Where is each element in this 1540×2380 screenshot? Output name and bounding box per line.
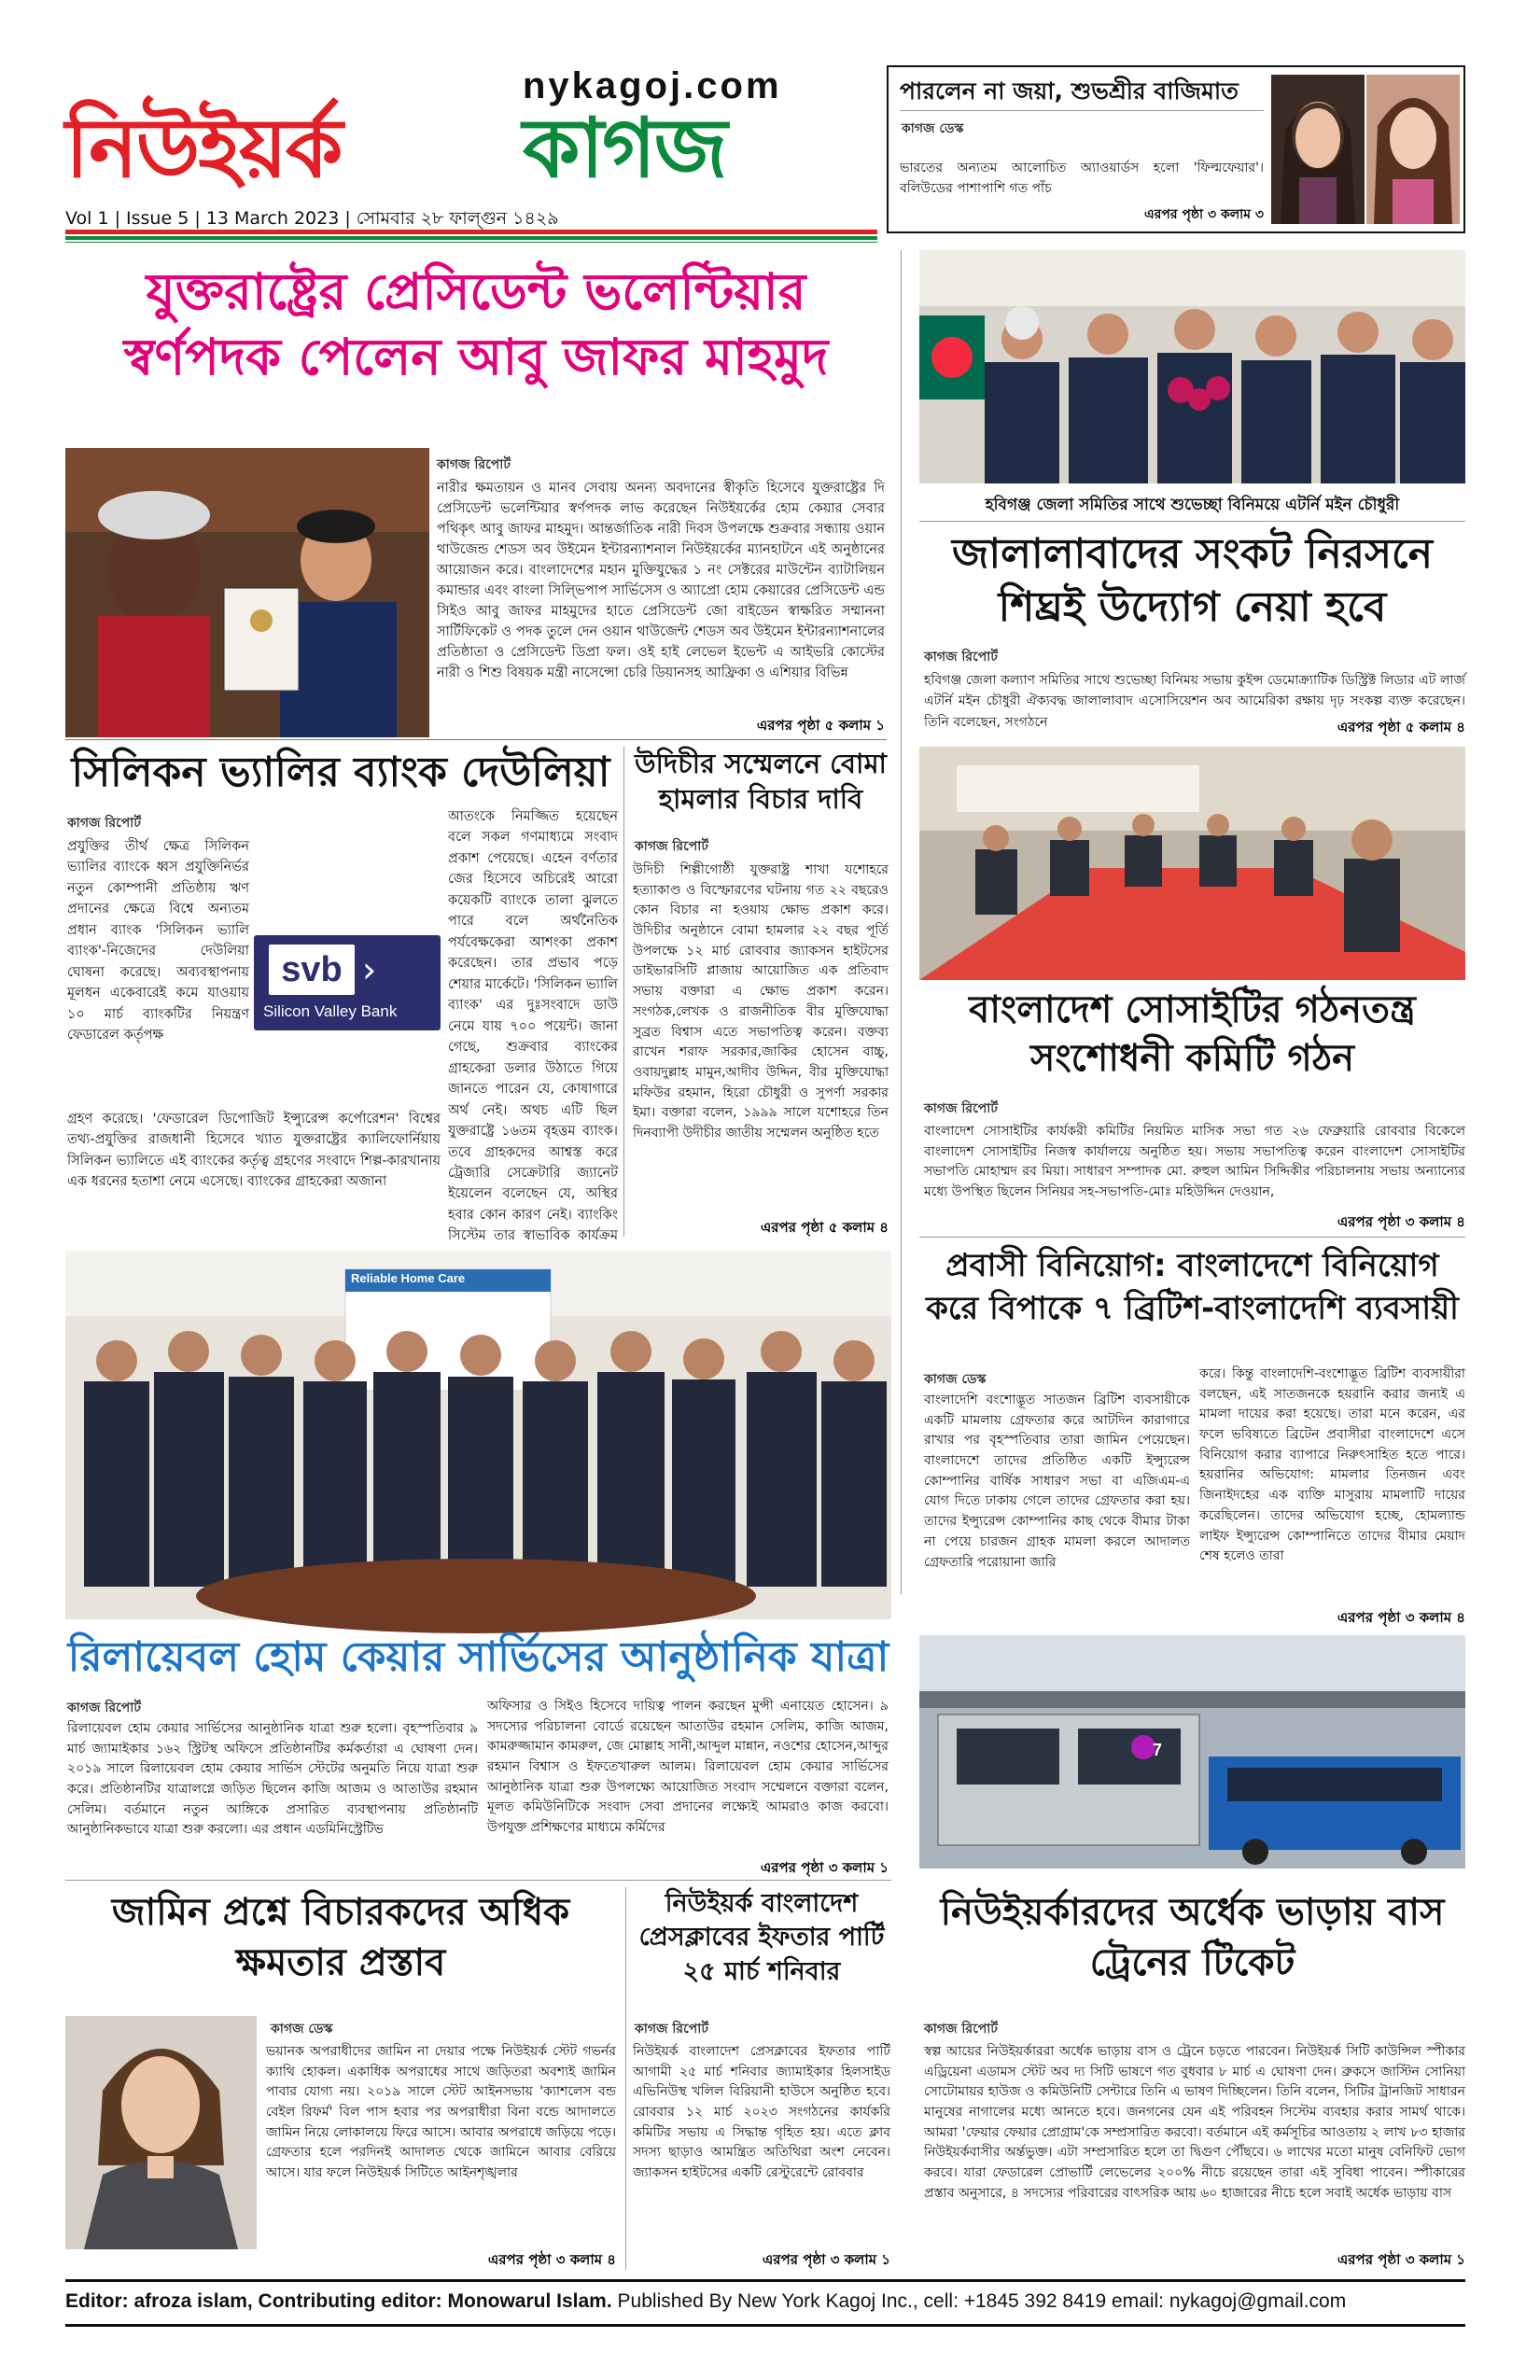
jalalabad-body: হবিগঞ্জ জেলা কল্যাণ সমিতির সাথে শুভেচ্ছা বিনিময় সভায় কুইন্স ডেমোক্র্যাটিক ডিস্ট্রিক্ট লিডার এট লার্জ এটর্নি মইন চৌধুরী ঐক্যবদ্ধ জালালাবাদ এসোসিয়েশন অব আমেরিকা রক্ষায় দৃঢ় সংকল্প ব্যক্ত করেছেন। তিনি বলেছেন, সংগঠনে bbox=[924, 673, 1465, 730]
svb-col1b: গ্রহণ করেছে। 'ফেডারেল ডিপোজিট ইন্স্যুরেন্স কর্পোরেশন' বিশ্বের তথ্য-প্রযুক্তির রাজধানী হিসেবে খ্যাত যুক্তরাষ্ট্রের ক্যালিফোর্নিয়ায় সিলিকন ভ্যালিতে এই ব্যাংকের কর্তৃত্ব গ্রহণের সংবাদে শিল্প-কারখানায় এক ধরনের হতাশা নেমে এসেছে। ব্যাংকের গ্রাহকেরা অজানা bbox=[67, 1112, 441, 1190]
iftar-jump[interactable]: এরপর পৃষ্ঠা ৩ কলাম ১ bbox=[762, 2251, 890, 2268]
teaser-body: ভারতের অন্যতম আলোচিত অ্যাওয়ার্ডস হলো 'ফিল্মফেয়ার'। বলিউডের পাশাপাশি গত পাঁচ bbox=[900, 161, 1264, 196]
bail-jump[interactable]: এরপর পৃষ্ঠা ৩ কলাম ৪ bbox=[487, 2251, 616, 2268]
jalalabad-headline[interactable]: জালালাবাদের সংকট নিরসনে শিঘ্রই উদ্যোগ নেয়া হবে bbox=[952, 530, 1433, 632]
reliable-col1: রিলায়েবল হোম কেয়ার সার্ভিসের আনুষ্ঠানিক যাত্রা শুরু হলো। বৃহস্পতিবার ৯ মার্চ জ্যামাইকার ১৬২ স্ট্রিটস্থ অফিসে প্রতিষ্ঠানটির কর্মকর্তারা এ ঘোষণা দেন। ২০১৯ সালে রিলায়েবল হোম কেয়ার সার্ভিস স্টেটের অনুমতি নিয়ে যাত্রা শুরু করে। প্রতিষ্ঠানটির যাত্রালগ্নে জড়িত ছিলেন কাজি আজম ও আতাউর রহমান সেলিম। বর্তমানে নতুন আঙ্গিকে প্রসারিত ব্যবস্থাপনায় প্রতিষ্ঠানটি আনুষ্ঠানিকভাবে যাত্রা শুরু করলো। এর প্রধান এডমিনিস্ট্রেটিভ bbox=[67, 1721, 478, 1838]
transit-body: স্বল্প আয়ের নিউইয়র্কাররা অর্ধেক ভাড়ায় বাস ও ট্রেনে চড়তে পারবেন। নিউইয়র্ক সিটি কাউন্সিল স্পীকার এড্রিয়েনা এডামস স্টেট অব দ্য সিটি ভাষণে গত বুধবার ৮ মার্চ এ ঘোষণা দেন। ব্রুকসে জাস্টিন সোনিয়া সোটোমায়র হাউজ ও কমিউনিটি সেন্টারে তিনি এ ভাষণ দিচ্ছিলেন। তিনি বলেন, সিটির ট্রানজিট সাধারন মানুষের নাগালের মধ্যে আনতে হবে। জনগনের যেন এই পরিবহন সিস্টেম ব্যবহার করার সামর্থ থাকে। আমরা 'ফেয়ার ফেয়ার প্রোগ্রাম'কে সম্প্রসারিত করবো। বর্তমানে এই কর্মসূচির আওতায় ২ লাখ ৮৩ হাজার নিউইয়র্কবাসীর অর্ন্তভুক্ত। এটা সম্প্রসারিত হলে তা দ্বিগুণ পৌঁছবে। ৬ লাখের মতো মানুষ বেনিফিট ভোগ করবে। যারা ফেডারেল প্রোভার্টি লেভেলের ২০০% নীচে রয়েছেন তারা এই সুবিধা পাবেন। স্পীকারের প্রস্তাব অনুসারে, ৪ সদস্যের পরিবারের বাৎসরিক আয় ৬০ হাজারের নীচে হলে সবাই অর্ধেক ভাড়ায় বাস bbox=[924, 2044, 1465, 2201]
reliable-headline[interactable]: রিলায়েবল হোম কেয়ার সার্ভিসের আনুষ্ঠানিক যাত্রা bbox=[67, 1633, 889, 1681]
lead-headline[interactable]: যুক্তরাষ্ট্রের প্রেসিডেন্ট ভলেন্টিয়ার স্বর্ণপদক পেলেন আবু জাফর মাহমুদ bbox=[123, 262, 829, 387]
masthead-title-red: নিউইয়র্ক bbox=[65, 100, 342, 196]
svb-logo-name: Silicon Valley Bank bbox=[263, 1002, 398, 1020]
train-route-text: 7 bbox=[1152, 1741, 1162, 1759]
bail-credit: কাগজ ডেস্ক bbox=[271, 2022, 333, 2037]
teaser-photo-actress-1 bbox=[1271, 75, 1365, 224]
probashi-col2: করে। কিন্তু বাংলাদেশি-বংশোদ্ভূত ব্রিটিশ ব্যবসায়ীরা বলছেন, এই সাতজনকে হয়রানি করার জন্যই এ মামলা দায়ের করা হয়েছে। তারা মনে করেন, এর ফলে ভবিষ্যতে ব্রিটেন প্রবাসীরা বাংলাদেশে এসে বিনিয়োগ করার ব্যাপারে নিরুৎসাহিত হতে পারে। হয়রানির অভিযোগ: মামলার তিনজন এবং জিনাইদহের এক ব্যক্তি মাসুরায় মামলাটি দায়ের করেছিলেন। তাদের অভিযোগ হচ্ছে, হোমল্যান্ড লাইফ ইন্স্যুরেন্স কোম্পানিতে তাদের বীমার মেয়াদ শেষ হলেও তারা bbox=[1199, 1366, 1465, 1564]
svb-col1a: প্রযুক্তির তীর্থ ক্ষেত্র সিলিকন ভ্যালির ব্যাংকে ধ্বস প্রযুক্তিনির্ভর নতুন কোম্পানী প্রতিষ্ঠায় ঋণ প্রদানের ক্ষেত্রে বিশ্বে অন্যতম প্রধান ব্যাংক 'সিলিকন ভ্যালি ব্যাংক'-নিজেদের দেউলিয়া ঘোষনা করেছে। অব্যবস্থাপনায় মূলধন একেবারেই কমে যাওয়ায় ১০ মার্চ ব্যাংকটির নিয়ন্ত্রণ ফেডারেল কর্তৃপক্ষ bbox=[67, 839, 249, 1043]
transit-photo bbox=[919, 1635, 1465, 1869]
masthead-stripe-red bbox=[65, 230, 877, 234]
teaser-rule bbox=[900, 110, 1264, 111]
lead-body: নারীর ক্ষমতায়ন ও মানব সেবায় অনন্য অবদানের স্বীকৃতি হিসেবে যুক্তরাষ্ট্রের দি প্রেসিডেন্ট ভলেন্টিয়ার স্বর্ণপদক লাভ করেছেন নিউইয়র্কের হোম কেয়ার সেবার পথিকৃৎ আবু জাফর মাহমুদ। আন্তর্জাতিক নারী দিবস উপলক্ষে শুক্রবার সন্ধ্যায় ওয়ান থাউজেন্ড শেডস অব উইমেন ইন্টারন্যাশনাল নিউইয়র্কের ম্যানহাটনে এই অনুষ্ঠানের আয়োজন করে। বাংলাদেশের মহান মুক্তিযুদ্ধের ১ নং সেক্টরের মাউন্টেন ব্যাটালিয়ন কমান্ডার এবং বাংলা সিল্ভিপাপ সার্ভিসেস ও অ্যাপ্রো হোম কেয়ারের প্রেসিডেন্ট এন্ড সিইও আবু জাফর মাহমুদের হাতে প্রেসিডেন্ট জো বাইডেন স্বাক্ষরিত সম্মাননা সার্টিফিকেট ও পদক তুলে দেন ওয়ান থাউজেন্ট শেডস অব উইমেন ইন্টারন্যাশনালের প্রতিষ্ঠাতা ও প্রেসিডেন্ট ডিপ্রা ফল। ওই হাই লেভেল ইভেন্ট এ আইভরি কোস্টের নারী ও শিশু বিষয়ক মন্ত্রী নাসেন্সো চেরি ডিয়ানসহ আফ্রিকা ও এশিয়ার বিভিন্ন bbox=[437, 481, 885, 681]
svb-logo-sign bbox=[254, 935, 441, 1030]
iftar-credit: কাগজ রিপোর্ট bbox=[635, 2022, 708, 2037]
masthead bbox=[65, 56, 877, 233]
transit-jump[interactable]: এরপর পৃষ্ঠা ৩ কলাম ১ bbox=[1337, 2251, 1465, 2268]
top-photo-habiganj bbox=[919, 250, 1465, 483]
udichi-jump[interactable]: এরপর পৃষ্ঠা ৫ কলাম ৪ bbox=[760, 1219, 889, 1236]
probashi-top-rule bbox=[919, 1237, 1465, 1238]
bd-society-jump[interactable]: এরপর পৃষ্ঠা ৩ কলাম ৪ bbox=[1337, 1213, 1465, 1230]
masthead-stripe-white bbox=[65, 240, 877, 243]
reliable-jump[interactable]: এরপর পৃষ্ঠা ৩ কলাম ১ bbox=[760, 1859, 889, 1876]
reliable-group-photo bbox=[65, 1251, 891, 1619]
probashi-credit: কাগজ ডেস্ক bbox=[924, 1372, 987, 1387]
probashi-jump[interactable]: এরপর পৃষ্ঠা ৩ কলাম ৪ bbox=[1337, 1609, 1465, 1626]
svb-col2: আতংকে নিমজ্জিত হয়েছেন বলে সকল গণমাধ্যমে সংবাদ প্রকাশ পেয়েছে। এহেন বর্ণতার জের হিসেবে অচিরেই আরো কয়েকটি ব্যাংকে তালা ঝুলতে পারে বলে অর্থনৈতিক পর্যবেক্ষকেরা আশংকা প্রকাশ করেছেন। তার প্রভাব পড়ে শেয়ার মার্কেটে। 'সিলিকন ভ্যালি ব্যাংক' এর দুঃসংবাদে ডাউ নেমে যায় ৭০০ পয়েন্ট। জানা গেছে, শুক্রবার ব্যাংকের গ্রাহকেরা ডলার উঠাতে গিয়ে জানতে পারেন যে, কোষাগারে অর্থ নেই। অথচ এটি ছিল যুক্তরাষ্ট্রে ১৬তম বৃহত্তম ব্যাংক। তবে গ্রাহকদের আশ্বস্ত করে ট্রেজারি সেক্রেটারি জ্যানেট ইয়েলেন বলেছেন যে, অস্থির হবার কোন কারণ নেই। ব্যাংকিং সিস্টেম তার স্বাভাবিক কার্যক্রম bbox=[448, 809, 618, 1244]
lead-photo-award bbox=[65, 448, 429, 737]
jalalabad-credit: কাগজ রিপোর্ট bbox=[924, 650, 998, 665]
transit-credit: কাগজ রিপোর্ট bbox=[924, 2022, 998, 2037]
reliable-col2: অফিসার ও সিইও হিসেবে দায়িত্ব পালন করছেন মুন্সী এনায়েত হোসেন। ৯ সদস্যের পরিচালনা বোর্ডে রয়েছেন আতাউর রহমান সেলিম, কাজি আজম, কামরুজ্জামান কামরুল, জে মোল্লাহ সানী,আব্দুল মান্নান, নওশের হোসেন,আব্দুর রহমান বিশ্বাস ও ইফতেখারুল আলম। রিলায়েবল হোম কেয়ার সার্ভিসের আনুষ্ঠানিক যাত্রা শুরু উপলক্ষ্যে আয়োজিত সংবাদ সম্মেলনে বক্তারা বলেন, মূলত কমিউনিটিকে সংবাদ সেবা প্রদানের লক্ষ্যেই আমরাও কাজ করবো। উপযুক্ত প্রশিক্ষণের মাধ্যমে কর্মিদের bbox=[487, 1699, 889, 1836]
footer-bottom-rule bbox=[65, 2324, 1465, 2327]
svb-logo-mark-text: svb bbox=[281, 950, 343, 989]
bottom-section-rule bbox=[65, 1880, 891, 1881]
masthead-title-green: কাগজ bbox=[523, 100, 726, 196]
jalalabad-top-rule bbox=[919, 521, 1465, 522]
jalalabad-jump[interactable]: এরপর পৃষ্ঠা ৫ কলাম ৪ bbox=[1337, 719, 1465, 735]
footer-publisher: Published By New York Kagoj Inc., cell: +1845 392 8419 email: nykagoj@gmail.com bbox=[611, 2290, 1347, 2312]
bail-body: ভয়ানক অপরাধীদের জামিন না দেয়ার পক্ষে নিউইয়র্ক স্টেট গভর্নর ক্যাথি হোকল। একাধিক অপরাধের সাথে জড়িতরা অবশ্যই জামিন পাবার যোগ্য নয়। ২০১৯ সালে স্টেট আইনসভায় 'ক্যাশলেস বন্ড বেইল রিফর্ম' বিল পাস হবার পর অপরাধীরা বিনা বন্ডে আদালতে জামিন নিয়ে লোকালয়ে ফিরে আসে। আবার অপরাধে জড়িয়ে পড়ে। গ্রেফতার হলে পরদিনই আদালত থেকে জামিনে আবার বেরিয়ে আসে। যার ফলে নিউইয়র্ক সিটিতে আইনশৃঙ্খলার bbox=[266, 2044, 616, 2181]
lead-credit: কাগজ রিপোর্ট bbox=[437, 457, 511, 472]
probashi-col1: বাংলাদেশি বংশোদ্ভূত সাতজন ব্রিটিশ ব্যবসায়ীকে একটি মামলায় গ্রেফতার করে আটদিন কারাগারে রাখার পর বৃহস্পতিবার তারা জামিন পেয়েছেন। বাংলাদেশে তাদের প্রতিষ্ঠিত একটি ইন্স্যুরেন্স কোম্পানির বার্ষিক সাধারণ সভা বা এজিএম-এ যোগ দিতে ঢাকায় গেলে তাদের গ্রেফতার করা হয়। তাদের ইন্স্যুরেন্স কোম্পানির কাছ থেকে বীমার টাকা না পেয়ে চারজন গ্রাহক মামলা করলে আদালত গ্রেফতারি পরোয়ানা জারি bbox=[924, 1393, 1190, 1570]
footer-credits bbox=[65, 2290, 1465, 2313]
udichi-headline[interactable]: উদিচীর সম্মেলনে বোমা হামলার বিচার দাবি bbox=[635, 748, 887, 815]
footer-editors: Editor: afroza islam, Contributing editor: Monowarul Islam. bbox=[65, 2290, 612, 2312]
lead-bottom-rule bbox=[65, 739, 887, 740]
udichi-credit: কাগজ রিপোর্ট bbox=[635, 839, 708, 854]
probashi-headline[interactable]: প্রবাসী বিনিয়োগ: বাংলাদেশে বিনিয়োগ করে বিপাকে ৭ ব্রিটিশ-বাংলাদেশি ব্যবসায়ী bbox=[926, 1247, 1459, 1327]
reliable-banner-text: Reliable Home Care bbox=[351, 1271, 466, 1285]
bd-society-photo bbox=[919, 747, 1465, 980]
issue-line: Vol 1 | Issue 5 | 13 March 2023 | সোমবার ২৮ ফাল্গুন ১৪২৯ bbox=[65, 208, 559, 229]
iftar-headline[interactable]: নিউইয়র্ক বাংলাদেশ প্রেসক্লাবের ইফতার পার্টি ২৫ মার্চ শনিবার bbox=[638, 1889, 885, 1986]
teaser-box[interactable] bbox=[887, 65, 1465, 233]
bd-society-body: বাংলাদেশ সোসাইটির কার্যকরী কমিটির নিয়মিত মাসিক সভা গত ২৬ ফেব্রুয়ারি রোববার বিকেলে বাংলাদেশ সোসাইটির নিজস্ব কার্যালয়ে অনুষ্ঠিত হয়। সভায় সভাপতিত্ব করেন বাংলাদেশ সোসাইটির সভাপতি মোহাম্মদ রব মিয়া। সাধারণ সম্পাদক মো. রুহুল আমিন সিদ্দিকীর পরিচালনায় সভায় অন্যান্যের মধ্যে উপস্থিত ছিলেন সিনিয়র সহ-সভাপতি-মোঃ মহিউদ্দিন দেওয়ান, bbox=[924, 1124, 1465, 1200]
svb-udichi-divider bbox=[623, 747, 624, 1237]
top-photo-caption: হবিগঞ্জ জেলা সমিতির সাথে শুভেচ্ছা বিনিময়ে এটর্নি মইন চৌধুরী bbox=[985, 496, 1400, 514]
svb-chevron-icon: › bbox=[362, 949, 377, 990]
udichi-body: উদিচী শিল্পীগোষ্ঠী যুক্তরাষ্ট্র শাখা যশোহরে হত্যাকাণ্ড ও বিস্ফোরণের ঘটনায় গত ২২ বছরেও কোন বিচার না হওয়ায় ক্ষোভ প্রকাশ করে। উদিচীর অনুষ্ঠানে বোমা হামলার ২২ বছর পূর্তি উপলক্ষে ১২ মার্চ রোববার জ্যাকসন হাইটসের ডাইভারসিটি প্লাজায় আয়োজিত এক প্রতিবাদ সভায় বক্তারা এ ক্ষোভ প্রকাশ করেন। সংগঠক,লেখক ও রাজনীতিক বীর মুক্তিযোদ্ধা সুব্রত বিশ্বাস এতে সভাপতিত্ব করেন। বক্তব্য রাখেন শরাফ সরকার,জাকির হোসেন বাচ্চু, ওবায়দুল্লাহ মামুন,আদীব উদ্দিন, বীর মুক্তিযোদ্ধা মফিউর রহমান, হিরো চৌধুরী ও সুপর্ণা সরকার ইমা। বক্তারা বলেন, ১৯৯৯ সালে যশোহরে তিন দিনব্যাপী উদীচীর জাতীয় সম্মেলন অনুষ্ঠিত হতে bbox=[633, 862, 889, 1141]
bail-iftar-divider bbox=[625, 1887, 626, 2270]
bd-society-credit: কাগজ রিপোর্ট bbox=[924, 1101, 998, 1116]
reliable-credit: কাগজ রিপোর্ট bbox=[67, 1701, 141, 1715]
teaser-credit: কাগজ ডেস্ক bbox=[902, 121, 964, 136]
svb-credit: কাগজ রিপোর্ট bbox=[67, 816, 141, 831]
svb-headline[interactable]: সিলিকন ভ্যালির ব্যাংক দেউলিয়া bbox=[71, 749, 610, 796]
teaser-photo-actress-2 bbox=[1366, 75, 1460, 224]
iftar-body: নিউইয়র্ক বাংলাদেশ প্রেসক্লাবের ইফতার পার্টি আগামী ২৫ মার্চ শনিবার জ্যামাইকার হিলসাইড এভিনিউস্থ খলিল বিরিয়ানী হাউসে অনুষ্ঠিত হবে। রোববার ১২ মার্চ ২০২৩ সংগঠনের কার্যকরি কমিটির সভায় এ সিদ্ধান্ত গৃহিত হয়। এতে ক্লাব সদস্য ছাড়াও আমন্ত্রিত অতিথিরা অংশ নেবেন। জ্যাকসন হাইটসের একটি রেস্টুরেন্টে রোববার bbox=[633, 2044, 890, 2181]
bail-photo-governor bbox=[65, 2016, 257, 2249]
site-url[interactable]: nykagoj.com bbox=[523, 65, 782, 106]
transit-headline[interactable]: নিউইয়র্কারদের অর্ধেক ভাড়ায় বাস ট্রেনের টিকেট bbox=[940, 1891, 1445, 1984]
bd-society-headline[interactable]: বাংলাদেশ সোসাইটির গঠনতন্ত্র সংশোধনী কমিটি গঠন bbox=[969, 988, 1416, 1080]
teaser-headline: পারলেন না জয়া, শুভশ্রীর বাজিমাত bbox=[900, 77, 1239, 105]
bail-headline[interactable]: জামিন প্রশ্নে বিচারকদের অধিক ক্ষমতার প্রস্তাব bbox=[111, 1891, 570, 1984]
teaser-jump[interactable]: এরপর পৃষ্ঠা ৩ কলাম ৩ bbox=[1143, 207, 1264, 222]
main-column-divider bbox=[901, 250, 902, 1594]
lead-jump[interactable]: এরপর পৃষ্ঠা ৫ কলাম ১ bbox=[756, 717, 885, 734]
footer-top-rule bbox=[65, 2279, 1465, 2282]
